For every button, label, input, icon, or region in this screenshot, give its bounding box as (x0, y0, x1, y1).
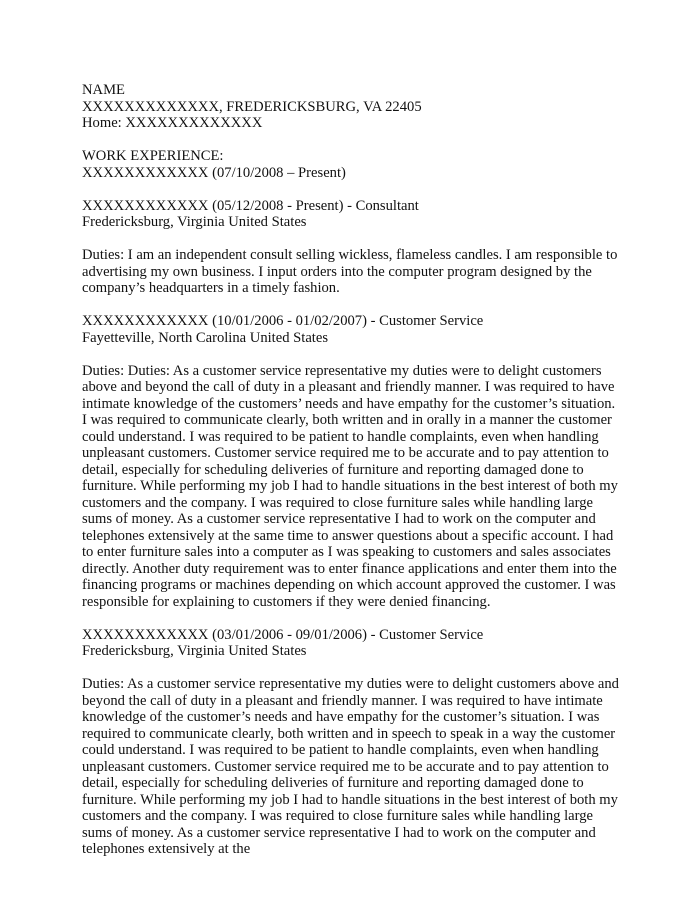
employer-summary-line: XXXXXXXXXXXX (07/10/2008 – Present) (82, 164, 346, 181)
spacer (82, 297, 622, 314)
resume-page (82, 82, 622, 858)
spacer (82, 181, 622, 198)
job-entry (82, 313, 622, 610)
job-location: Fredericksburg, Virginia United States (82, 643, 307, 659)
spacer (82, 231, 622, 248)
job-title-line: XXXXXXXXXXXX (03/01/2006 - 09/01/2006) - Customer Service (82, 626, 484, 643)
job-duties: Duties: I am an independent consult selling wickless, flameless candles. I am responsible to advertising my own business. I input orders into the computer program designed by the company’s headquarters in a timely fashion. (82, 247, 618, 296)
section-heading: WORK EXPERIENCE: (82, 148, 224, 164)
job-location: Fredericksburg, Virginia United States (82, 214, 307, 230)
spacer (82, 660, 622, 677)
candidate-address: XXXXXXXXXXXXX, FREDERICKSBURG, VA 22405 (82, 98, 422, 115)
work-experience-section (82, 148, 622, 858)
header-block (82, 82, 622, 132)
spacer (82, 610, 622, 627)
job-location: Fayetteville, North Carolina United States (82, 329, 329, 346)
candidate-home-phone: Home: XXXXXXXXXXXXX (82, 115, 263, 131)
spacer (82, 346, 622, 363)
job-duties: Duties: As a customer service representative my duties were to delight customers above and beyond the call of duty in a pleasant and friendly manner. I was required to have intimate knowledge of the customer’s needs and have empathy for the customer’s situation. I was required to communicate clearly, both written and in speech to speak in a way the customer could understand. I was required to be patient to handle complaints, even when handling unpleasant customers. Customer service required me to be accurate and to pay attention to detail, especially for scheduling deliveries of furniture and reporting damaged done to furniture. While performing my job I had to handle situations in the best interest of both my customers and the company. I was required to close furniture sales while handling large sums of money. As a customer service representative I had to work on the computer and telephones extensively at the (82, 676, 619, 857)
job-entry (82, 198, 622, 297)
spacer (82, 132, 622, 149)
job-entry (82, 627, 622, 858)
candidate-name: NAME (82, 82, 125, 98)
job-title-line: XXXXXXXXXXXX (05/12/2008 - Present) - Consultant (82, 197, 419, 214)
job-title-line: XXXXXXXXXXXX (10/01/2006 - 01/02/2007) - Customer Service (82, 313, 484, 329)
job-duties: Duties: Duties: As a customer service representative my duties were to delight customers above and beyond the call of duty in a pleasant and friendly manner. I was required to have intimate knowledge of the customers’ needs and have empathy for the customer’s situation. I was required to communicate clearly, both written and in orally in a manner the customer could understand. I was required to be patient to handle complaints, even when handling unpleasant customers. Customer service required me to be accurate and to pay attention to detail, especially for scheduling deliveries of furniture and reporting damaged done to furniture. While performing my job I had to handle situations in the best interest of both my customers and the company. I was required to close furniture sales while handling large sums of money. As a customer service representative I had to work on the computer and telephones extensively at the same time to answer questions about a specific account. I had to enter furniture sales into a computer as I was speaking to customers and sales associates directly. Another duty requirement was to enter finance applications and enter them into the financing programs or machines depending on which account approved the customer. I was responsible for explaining to customers if they were denied financing. (82, 362, 618, 610)
